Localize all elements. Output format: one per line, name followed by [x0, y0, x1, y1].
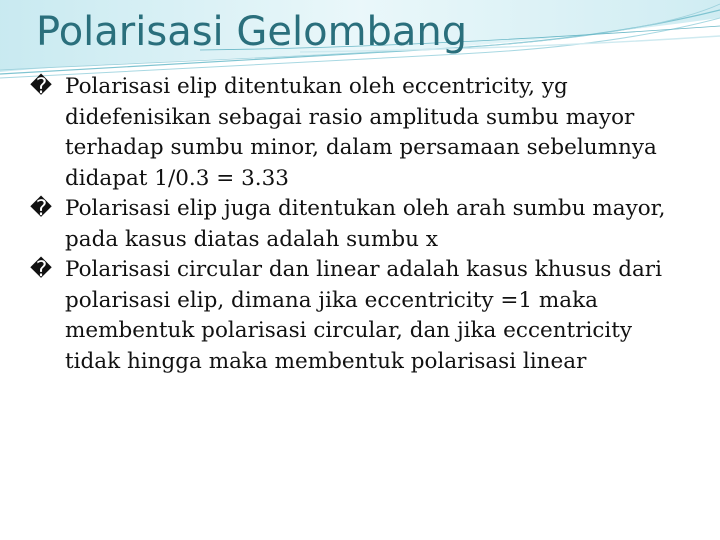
- bullet-text: Polarisasi elip juga ditentukan oleh arah sumbu mayor, pada kasus diatas adalah sumbu x: [65, 196, 666, 252]
- bullet-text: Polarisasi circular dan linear adalah kasus khusus dari polarisasi elip, dimana jika eccentricity =1 maka membentuk polarisasi circular, dan jika eccentricity tidak hingga maka membentuk polarisasi linear: [65, 257, 662, 374]
- slide-title: Polarisasi Gelombang: [36, 9, 468, 55]
- bullet-marker-icon: �: [30, 257, 53, 282]
- bullet-list: [30, 72, 690, 377]
- bullet-item: [30, 194, 690, 255]
- bullet-marker-icon: �: [30, 196, 53, 221]
- bullet-item: [30, 72, 690, 194]
- bullet-item: [30, 255, 690, 377]
- bullet-marker-icon: �: [30, 74, 53, 99]
- bullet-text: Polarisasi elip ditentukan oleh eccentricity, yg didefenisikan sebagai rasio amplituda sumbu mayor terhadap sumbu minor, dalam persamaan sebelumnya didapat 1/0.3 = 3.33: [65, 74, 657, 191]
